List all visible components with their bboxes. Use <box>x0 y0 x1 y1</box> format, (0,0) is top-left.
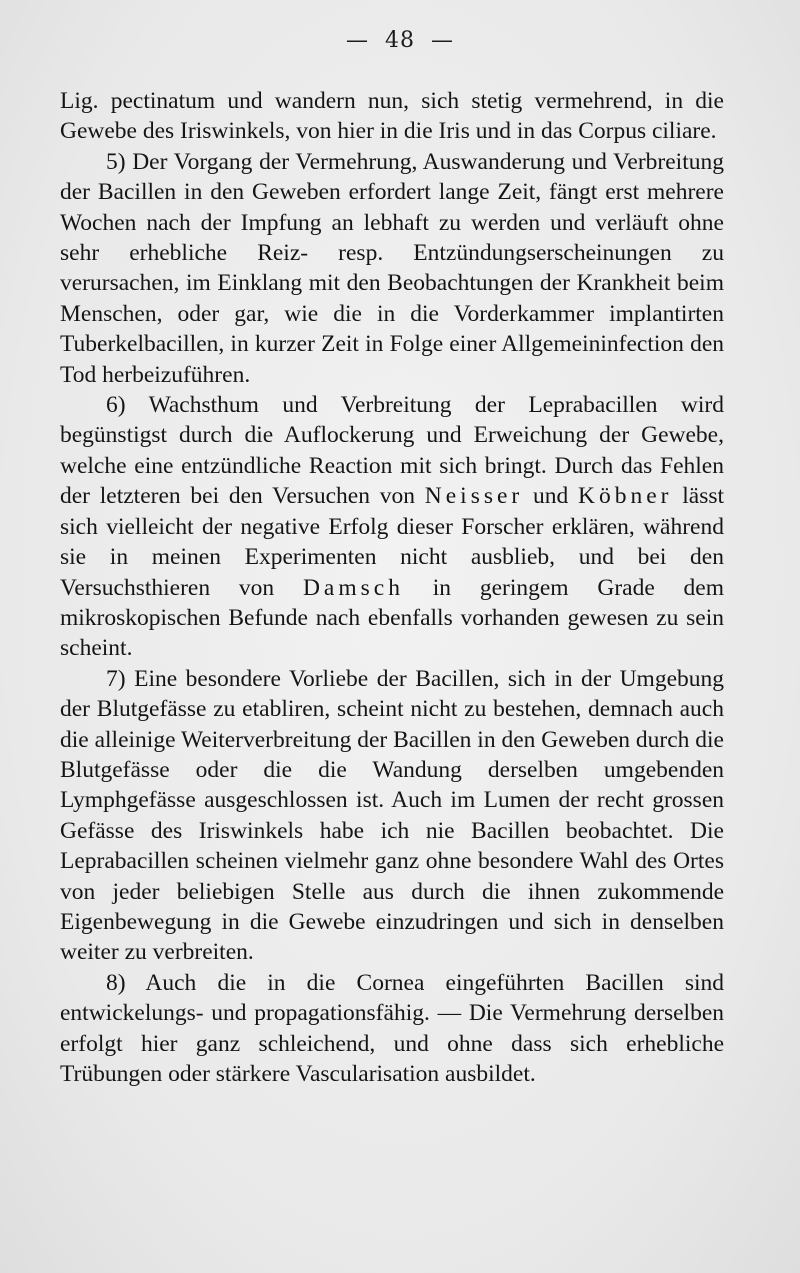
paragraph-8: 8) Auch die in die Cornea eingeführten Bacillen sind entwickelungs- und propagationsfähig. — Die Vermehrung derselben erfolgt hier ganz schleichend, und ohne dass sich erhebliche Trübungen oder stärkere Vascularisation ausbildet. <box>60 969 724 1087</box>
paragraph-continuation: Lig. pectinatum und wandern nun, sich stetig vermehrend, in die Gewebe des Iriswinkels, von hier in die Iris und in das Corpus ciliare. <box>60 88 724 145</box>
paragraph-7: 7) Eine besondere Vorliebe der Bacillen, sich in der Umgebung der Blutgefässe zu etabliren, scheint nicht zu bestehen, demnach auch die alleinige Weiterverbreitung der Bacillen in den Geweben durch die Blutgefässe oder die die Wandung derselben umgebenden Lymphgefässe ausgeschlossen ist. Auch im Lumen der recht grossen Gefässe des Iriswinkels habe ich nie Bacillen beobachtet. Die Leprabacillen scheinen vielmehr ganz ohne besondere Wahl des Ortes von jeder beliebigen Stelle aus durch die ihnen zukommende Eigenbewegung in die Gewebe einzudringen und sich in denselben weiter zu verbreiten. <box>60 665 724 966</box>
paragraph-6-part-2: lässt sich vielleicht der negative Erfolg dieser Forscher erklären, während sie in meinen Experimenten nicht ausblieb, und bei den Versuchsthieren von <box>60 483 725 601</box>
header-dash-right: — <box>431 28 454 53</box>
body-text <box>60 86 724 1089</box>
page-number: 48 <box>385 28 415 53</box>
page-header <box>0 28 800 53</box>
paragraph-5: 5) Der Vorgang der Vermehrung, Auswanderung und Verbreitung der Bacillen in den Geweben erfordert lange Zeit, fängt erst mehrere Wochen nach der Impfung an lebhaft zu werden und verläuft ohne sehr erhebliche Reiz- resp. Entzündungserscheinungen zu verursachen, im Einklang mit den Beobachtungen der Krankheit beim Menschen, oder gar, wie die in die Vorderkammer implantirten Tuberkelbacillen, in kurzer Zeit in Folge einer Allgemeininfection den Tod herbeizuführen. <box>60 148 724 388</box>
author-name-koebner: Köbner <box>578 483 673 510</box>
paragraph-6-part-1: 6) Wachsthum und Verbreitung der Leprabacillen wird begünstigst durch die Auflockerung und Erweichung der Gewebe, welche eine entzündliche Reaction mit sich bringt. Durch das Fehlen der letzteren bei den Versuchen von <box>60 392 724 510</box>
paragraph-6-conjunction: und <box>533 483 569 510</box>
author-name-neisser: Neisser <box>424 483 524 510</box>
paragraph-6 <box>60 390 724 664</box>
paragraph-6-part-3: in geringem Grade dem mikroskopischen Befunde nach ebenfalls vorhanden gewesen zu sein scheint. <box>60 574 725 662</box>
header-dash-left: — <box>346 28 369 53</box>
author-name-damsch: Damsch <box>302 574 404 601</box>
